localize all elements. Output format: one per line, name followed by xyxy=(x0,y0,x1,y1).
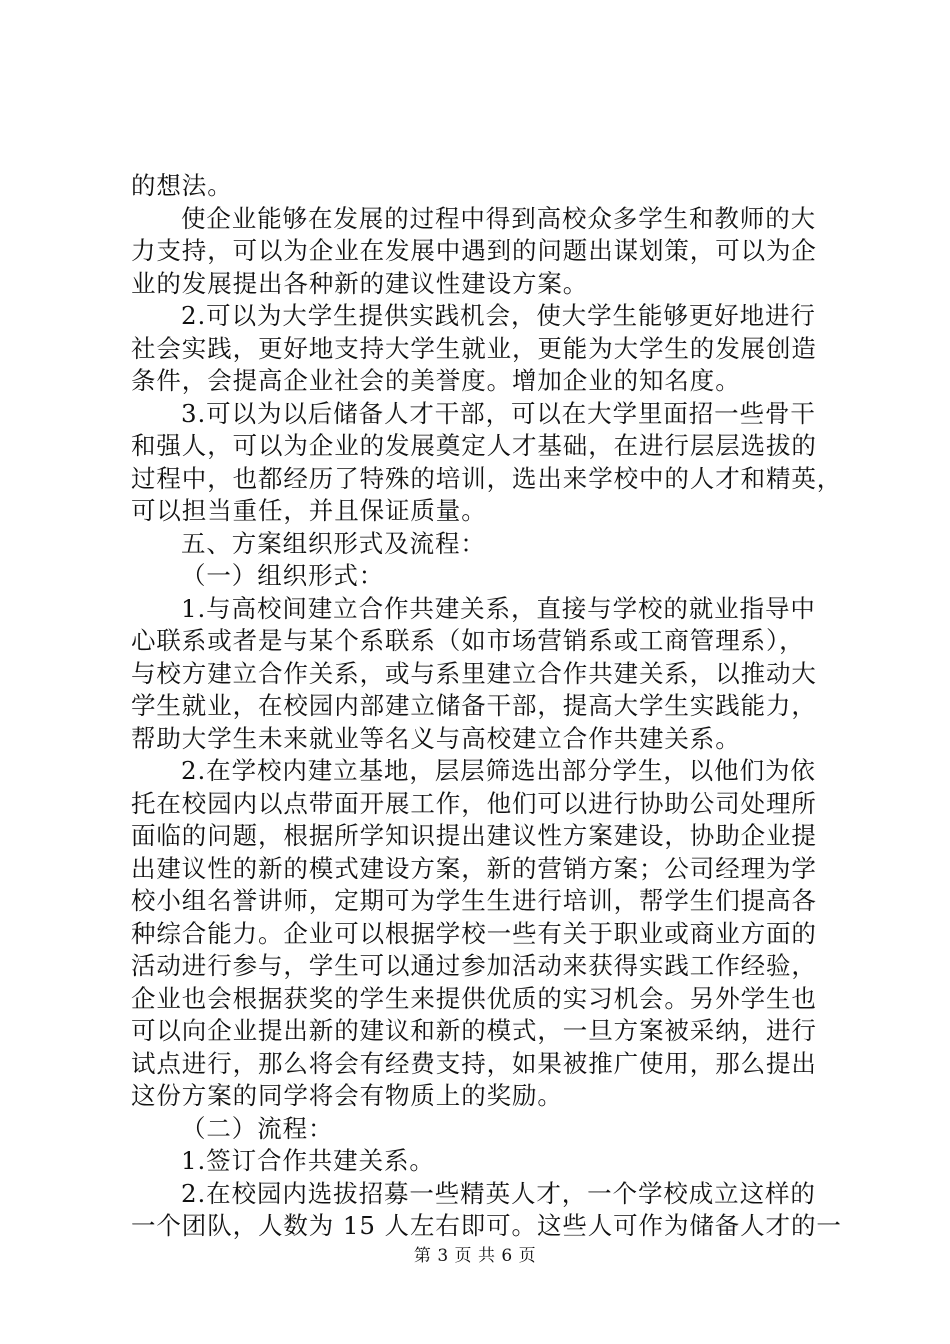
paragraph-line: 1.与高校间建立合作共建关系，直接与学校的就业指导中 xyxy=(181,593,816,623)
section-heading: 五、方案组织形式及流程： xyxy=(181,528,486,558)
paragraph-line: 帮助大学生未来就业等名义与高校建立合作共建关系。 xyxy=(131,723,741,753)
paragraph-line: 2.在学校内建立基地，层层筛选出部分学生，以他们为依 xyxy=(181,756,816,785)
paragraph-line: 与校方建立合作关系，或与系里建立合作共建关系，以推动大 xyxy=(131,658,817,688)
paragraph-line: 2.在校园内选拔招募一些精英人才，一个学校成立这样的 xyxy=(181,1178,816,1208)
paragraph-line: 可以担当重任，并且保证质量。 xyxy=(131,496,487,525)
paragraph-line: 这份方案的同学将会有物质上的奖励。 xyxy=(131,1081,563,1110)
paragraph-line: 3.可以为以后储备人才干部，可以在大学里面招一些骨干 xyxy=(181,398,816,428)
paragraph-line: 企业也会根据获奖的学生来提供优质的实习机会。另外学生也 xyxy=(131,983,817,1013)
paragraph-line: 1.签订合作共建关系。 xyxy=(181,1146,435,1175)
paragraph-line: 和强人，可以为企业的发展奠定人才基础，在进行层层选拔的 xyxy=(131,431,817,460)
paragraph-line: 的想法。 xyxy=(131,171,233,200)
subsection-heading: （一）组织形式： xyxy=(181,561,385,590)
paragraph-line: 业的发展提出各种新的建议性建设方案。 xyxy=(131,268,589,298)
paragraph-line: 使企业能够在发展的过程中得到高校众多学生和教师的大 xyxy=(181,203,816,233)
paragraph-line: 一个团队，人数为 15 人左右即可。这些人可作为储备人才的一 xyxy=(131,1211,842,1240)
paragraph-line: 活动进行参与，学生可以通过参加活动来获得实践工作经验， xyxy=(131,951,817,980)
paragraph-line: 出建议性的新的模式建设方案，新的营销方案；公司经理为学 xyxy=(131,853,817,883)
document-body xyxy=(131,170,843,1243)
paragraph-line: 社会实践，更好地支持大学生就业，更能为大学生的发展创造 xyxy=(131,333,817,363)
paragraph-line: 试点进行，那么将会有经费支持，如果被推广使用，那么提出 xyxy=(131,1048,817,1078)
paragraph-line: 条件，会提高企业社会的美誉度。增加企业的知名度。 xyxy=(131,366,741,395)
paragraph-line: 力支持，可以为企业在发展中遇到的问题出谋划策，可以为企 xyxy=(131,236,817,265)
paragraph-line: 可以向企业提出新的建议和新的模式，一旦方案被采纳，进行 xyxy=(131,1016,817,1045)
paragraph-line: 过程中，也都经历了特殊的培训，选出来学校中的人才和精英， xyxy=(131,463,843,493)
page-number-footer: 第 3 页 共 6 页 xyxy=(413,1246,537,1266)
paragraph-line: 托在校园内以点带面开展工作，他们可以进行协助公司处理所 xyxy=(131,788,817,818)
paragraph-line: 心联系或者是与某个系联系（如市场营销系或工商管理系）， xyxy=(131,626,805,655)
paragraph-line: 校小组名誉讲师，定期可为学生生进行培训，帮学生们提高各 xyxy=(131,886,817,915)
paragraph-line: 面临的问题，根据所学知识提出建议性方案建设，协助企业提 xyxy=(131,821,817,850)
paragraph-line: 学生就业，在校园内部建立储备干部，提高大学生实践能力， xyxy=(131,691,817,720)
paragraph-line: 种综合能力。企业可以根据学校一些有关于职业或商业方面的 xyxy=(131,918,817,948)
subsection-heading: （二）流程： xyxy=(181,1113,334,1143)
paragraph-line: 2.可以为大学生提供实践机会，使大学生能够更好地进行 xyxy=(181,301,816,330)
